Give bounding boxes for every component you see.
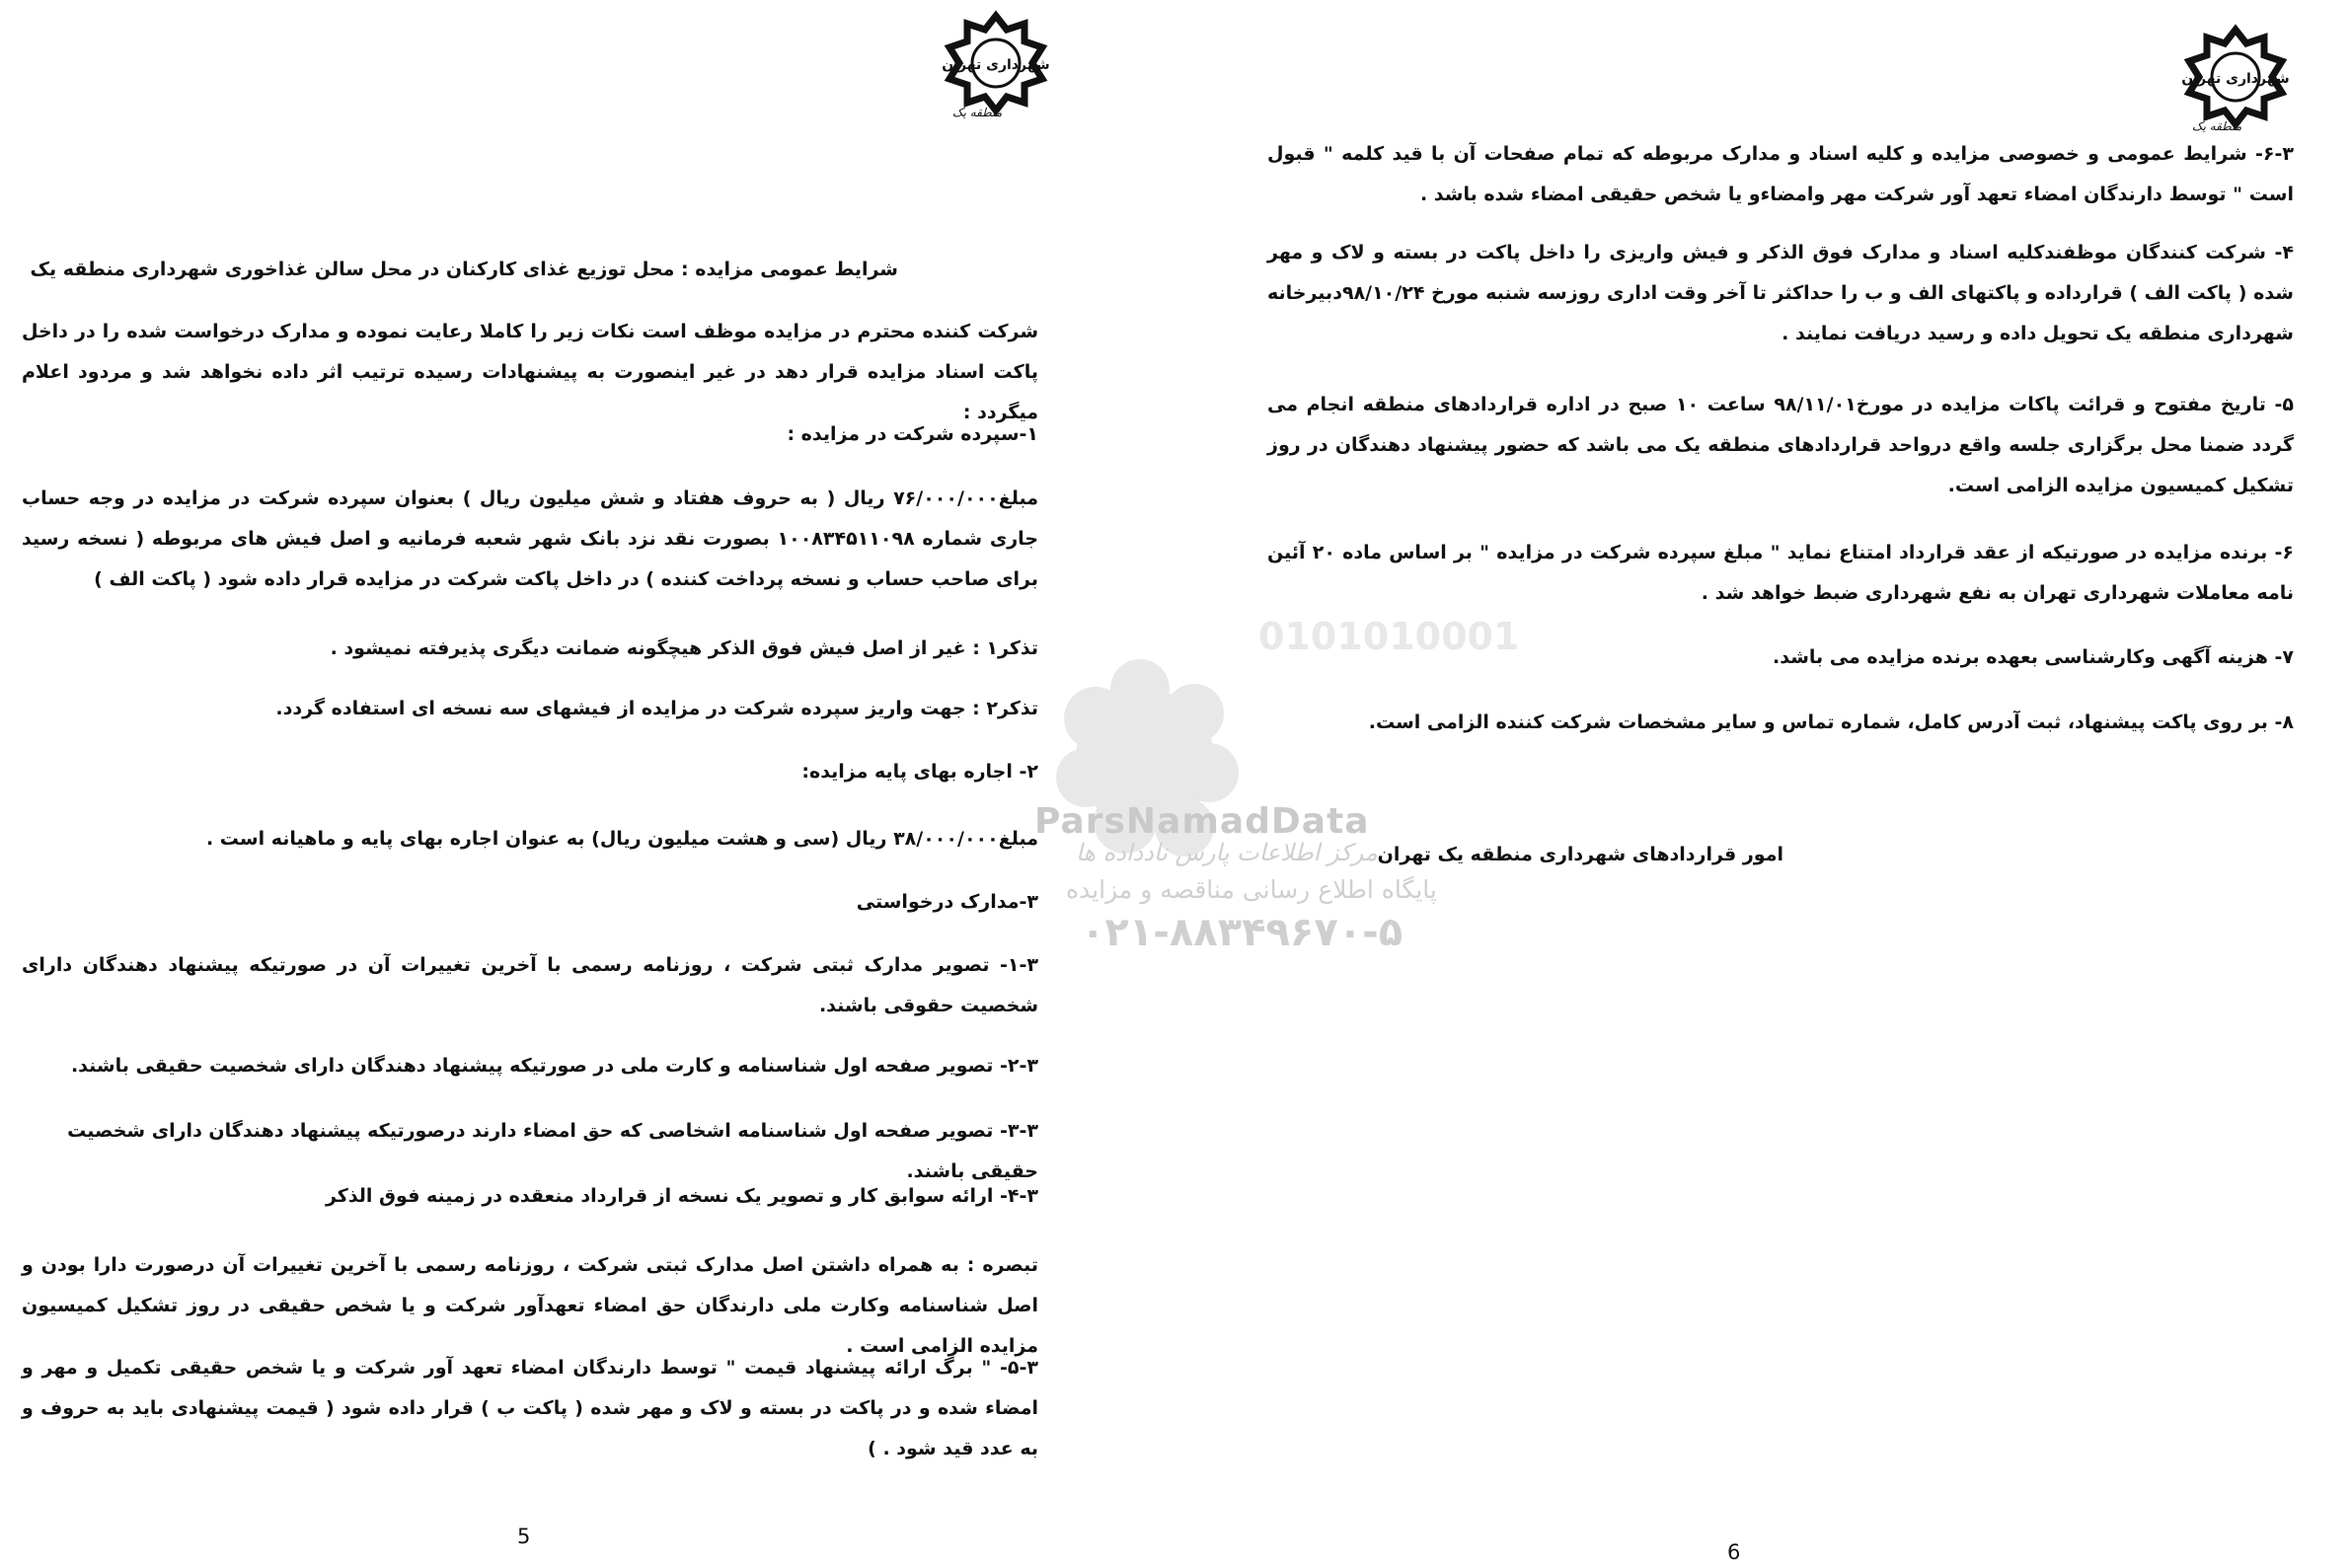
page-6 bbox=[1175, 0, 2351, 1568]
note-2: تذکر۲ : جهت واریز سپرده شرکت در مزایده از فیشهای سه نسخه ای استفاده گردد. bbox=[275, 698, 1038, 719]
municipality-logo bbox=[2177, 22, 2294, 132]
item-3-5: ۵-۳- " برگ ارائه پیشنهاد قیمت " توسط دارندگان امضاء تعهد آور شرکت و یا شخص حقیقی تکمیل و مهر و امضاء شده و در پاکت در بسته و لاک و مهر شده ( پاکت ب ) قرار داده شود ( قیمت پیشنهادی باید به حروف و به عدد قید شود . ) bbox=[22, 1357, 1038, 1459]
section-2-heading: ۲- اجاره بهای پایه مزایده: bbox=[801, 761, 1038, 783]
item-3-3: ۳-۳- تصویر صفحه اول شناسنامه اشخاصی که حق امضاء دارند درصورتیکه پیشنهاد دهندگان دارای شخصیت حقیقی باشند. bbox=[67, 1120, 1038, 1182]
watermark-line-1: مرکز اطلاعات پارس نادداده ها bbox=[1076, 839, 1378, 866]
section-3-heading: ۳-مدارک درخواستی bbox=[856, 891, 1038, 913]
section-1-heading: ۱-سپرده شرکت در مزایده : bbox=[787, 423, 1038, 445]
base-rent-paragraph: مبلغ۳۸/۰۰۰/۰۰۰ ریال (سی و هشت میلیون ریال) به عنوان اجاره بهای پایه و ماهیانه است . bbox=[205, 828, 1038, 850]
municipality-emblem-icon bbox=[938, 8, 1054, 118]
logo-text: شهرداری تهران bbox=[942, 57, 1050, 73]
watermark-brand: ParsNamadData bbox=[1034, 801, 1370, 842]
deposit-paragraph: مبلغ۷۶/۰۰۰/۰۰۰ ریال ( به حروف هفتاد و شش میلیون ریال ) بعنوان سپرده شرکت در مزایده در وجه حساب جاری شماره ۱۰۰۸۳۴۵۱۱۰۹۸ بصورت نقد نزد بانک شهر شعبه فرمانیه و اصل فیش های مربوطه ( نسخه رسید برای صاحب حساب و نسخه پرداخت کننده ) در داخل پاکت شرکت در مزایده قرار داده شود ( پاکت الف ) bbox=[22, 487, 1039, 590]
document-title: شرایط عمومی مزایده : محل توزیع غذای کارکنان در محل سالن غذاخوری شهرداری منطقه یک bbox=[30, 259, 898, 280]
logo-text: شهرداری تهران bbox=[2181, 71, 2290, 87]
note-1: تذکر۱ : غیر از اصل فیش فوق الذکر هیچگونه ضمانت دیگری پذیرفته نمیشود . bbox=[330, 637, 1038, 659]
clause-4: ۴- شرکت کنندگان موظفندکلیه اسناد و مدارک فوق الذکر و فیش واریزی را داخل پاکت در بسته و لاک و مهر شده ( پاکت الف ) قرارداده و پاکتهای الف و ب را حداکثر تا آخر وقت اداری روزسه شنبه مورخ ۹۸/۱۰/۲۴دبیرخانه شهرداری منطقه یک تحویل داده و رسید دریافت نمایند . bbox=[1267, 242, 2294, 344]
item-3-1: ۱-۳- تصویر مدارک ثبتی شرکت ، روزنامه رسمی با آخرین تغییرات آن در صورتیکه پیشنهاد دهندگان دارای شخصیت حقوقی باشند. bbox=[22, 954, 1038, 1016]
municipality-logo bbox=[938, 8, 1054, 118]
item-3-2: ۲-۳- تصویر صفحه اول شناسنامه و کارت ملی در صورتیکه پیشنهاد دهندگان دارای شخصیت حقیقی باشند. bbox=[70, 1055, 1038, 1077]
logo-caption: منطقه یک bbox=[2191, 119, 2242, 133]
clause-6: ۶- برنده مزایده در صورتیکه از عقد قرارداد امتناع نماید " مبلغ سپرده شرکت در مزایده " بر اساس ماده ۲۰ آئین نامه معاملات شهرداری تهران به نفع شهرداری ضبط خواهد شد . bbox=[1267, 542, 2294, 604]
clause-6-3: ۶-۳- شرایط عمومی و خصوصی مزایده و کلیه اسناد و مدارک مربوطه که تمام صفحات آن با قید کلمه " قبول است " توسط دارندگان امضاء تعهد آور شرکت مهر وامضاءو یا شخص حقیقی امضاء شده باشد . bbox=[1267, 143, 2294, 205]
signature-block: امور قراردادهای شهرداری منطقه یک تهران bbox=[1377, 844, 1783, 865]
watermark-line-2: پایگاه اطلاع رسانی مناقصه و مزایده bbox=[1066, 875, 1437, 904]
page-5 bbox=[0, 0, 1175, 1568]
clause-7: ۷- هزینه آگهی وکارشناسی بعهده برنده مزایده می باشد. bbox=[1773, 646, 2294, 668]
page-number: 6 bbox=[1727, 1540, 1741, 1564]
page-number: 5 bbox=[517, 1525, 531, 1548]
clause-8: ۸- بر روی پاکت پیشنهاد، ثبت آدرس کامل، شماره تماس و سایر مشخصات شرکت کننده الزامی است. bbox=[1368, 711, 2294, 733]
municipality-emblem-icon bbox=[2177, 22, 2294, 132]
watermark-digits: 0101010001 bbox=[1258, 615, 1520, 658]
clause-5: ۵- تاریخ مفتوح و قرائت پاکات مزایده در مورخ۹۸/۱۱/۰۱ ساعت ۱۰ صبح در اداره قراردادهای منطقه انجام می گردد ضمنا محل برگزاری جلسه واقع درواحد قراردادهای منطقه یک می باشد که حضور پیشنهاد دهندگان در روز تشکیل کمیسیون مزایده الزامی است. bbox=[1267, 394, 2294, 496]
watermark-phone: ۰۲۱-۸۸۳۴۹۶۷۰-۵ bbox=[1081, 910, 1403, 955]
intro-paragraph: شرکت کننده محترم در مزایده موظف است نکات زیر را کاملا رعایت نموده و مدارک درخواست شده را در داخل پاکت اسناد مزایده قرار دهد در غیر اینصورت به پیشنهادات رسیده ترتیب اثر داده نخواهد شد و مردود اعلام میگردد : bbox=[22, 321, 1038, 423]
logo-caption: منطقه یک bbox=[951, 106, 1003, 119]
note-paragraph: تبصره : به همراه داشتن اصل مدارک ثبتی شرکت ، روزنامه رسمی با آخرین تغییرات آن درصورت دارا بودن و اصل شناسنامه وکارت ملی دارندگان حق امضاء تعهدآور شرکت و یا شخص حقیقی در روز تشکیل کمیسیون مزایده الزامی است . bbox=[22, 1254, 1038, 1357]
item-3-4: ۴-۳- ارائه سوابق کار و تصویر یک نسخه از قرارداد منعقده در زمینه فوق الذکر bbox=[325, 1185, 1038, 1207]
